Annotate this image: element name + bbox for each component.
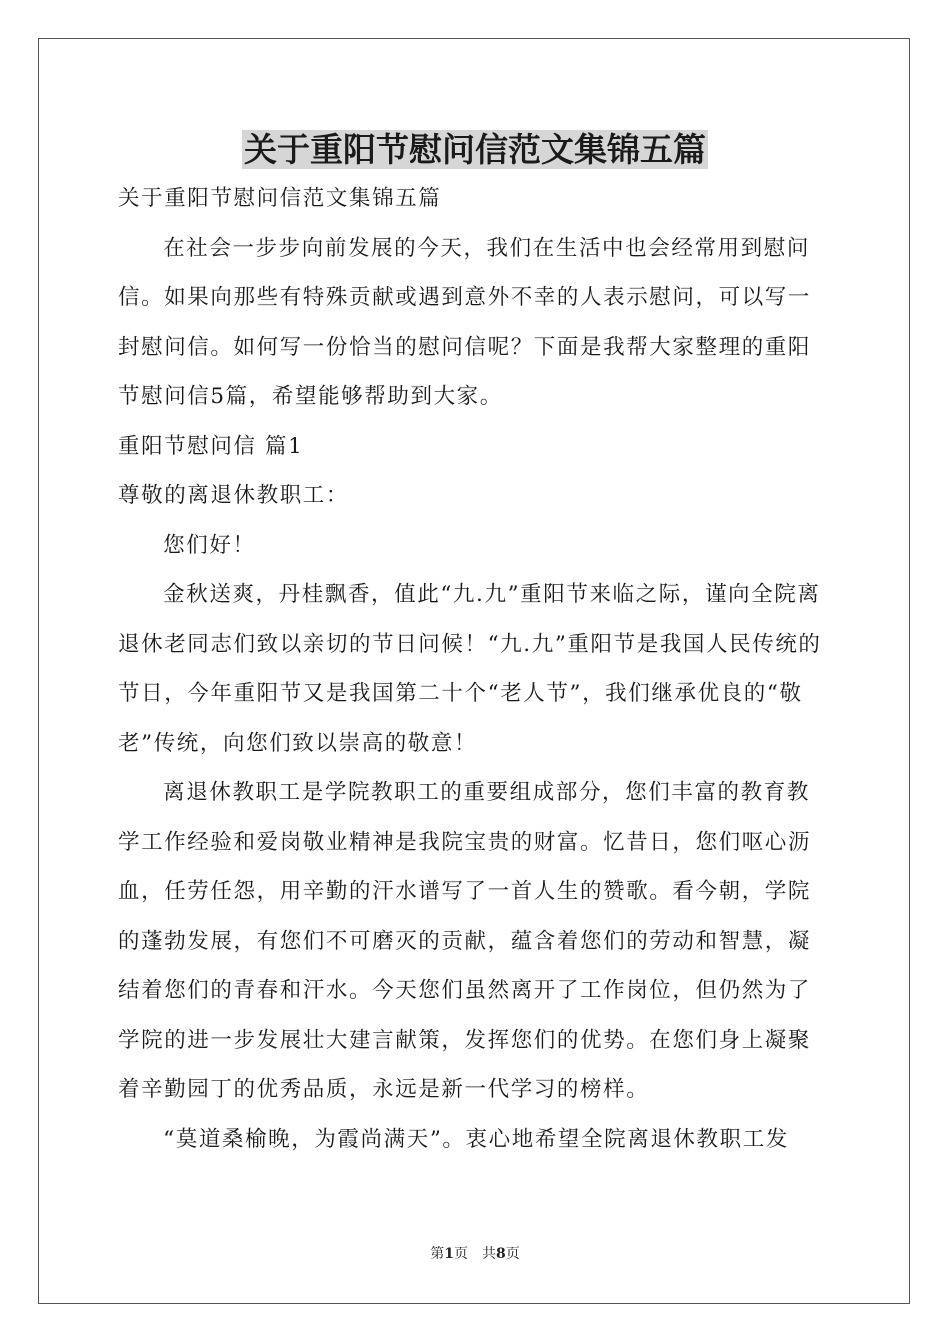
section-heading: 重阳节慰问信 篇1 bbox=[118, 433, 304, 459]
paragraph-body: 金秋送爽，丹桂飘香，值此“九.九”重阳节来临之际，谨向全院离退休老同志们致以亲切的节日问候！“九.九”重阳节是我国人民传统的节日，今年重阳节又是我国第二十个“老人节”，我们继承优良的“敬老”传统，向您们致以崇高的敬意！ bbox=[118, 582, 822, 756]
paragraph-subtitle: 关于重阳节慰问信范文集锦五篇 bbox=[118, 186, 442, 211]
document-title: 关于重阳节慰问信范文集锦五篇 bbox=[244, 130, 706, 169]
greeting: 您们好！ bbox=[163, 532, 256, 558]
page-number: 第1页 共8页 bbox=[430, 1246, 520, 1262]
paragraph-body: 离退休教职工是学院教职工的重要组成部分，您们丰富的教育教学工作经验和爱岗敬业精神是我院宝贵的财富。忆昔日，您们呕心沥血，任劳任怨，用辛勤的汗水谱写了一首人生的赞歌。看今朝，学院的蓬勃发展，有您们不可磨灭的贡献，蕴含着您们的劳动和智慧，凝结着您们的青春和汗水。今天您们虽然离开了工作岗位，但仍然为了学院的进一步发展壮大建言献策，发挥您们的优势。在您们身上凝聚着辛勤园丁的优秀品质，永远是新一代学习的榜样。 bbox=[118, 780, 812, 1102]
document-body bbox=[118, 174, 833, 1164]
salutation: 尊敬的离退休教职工： bbox=[118, 483, 350, 508]
paragraph-intro: 在社会一步步向前发展的今天，我们在生活中也会经常用到慰问信。如果向那些有特殊贡献或遇到意外不幸的人表示慰问，可以写一封慰问信。如何写一份恰当的慰问信呢？下面是我帮大家整理的重阳节慰问信5篇，希望能够帮助到大家。 bbox=[118, 235, 812, 409]
paragraph-body: “莫道桑榆晚，为霞尚满天”。衷心地希望全院离退休教职工发 bbox=[163, 1126, 789, 1152]
